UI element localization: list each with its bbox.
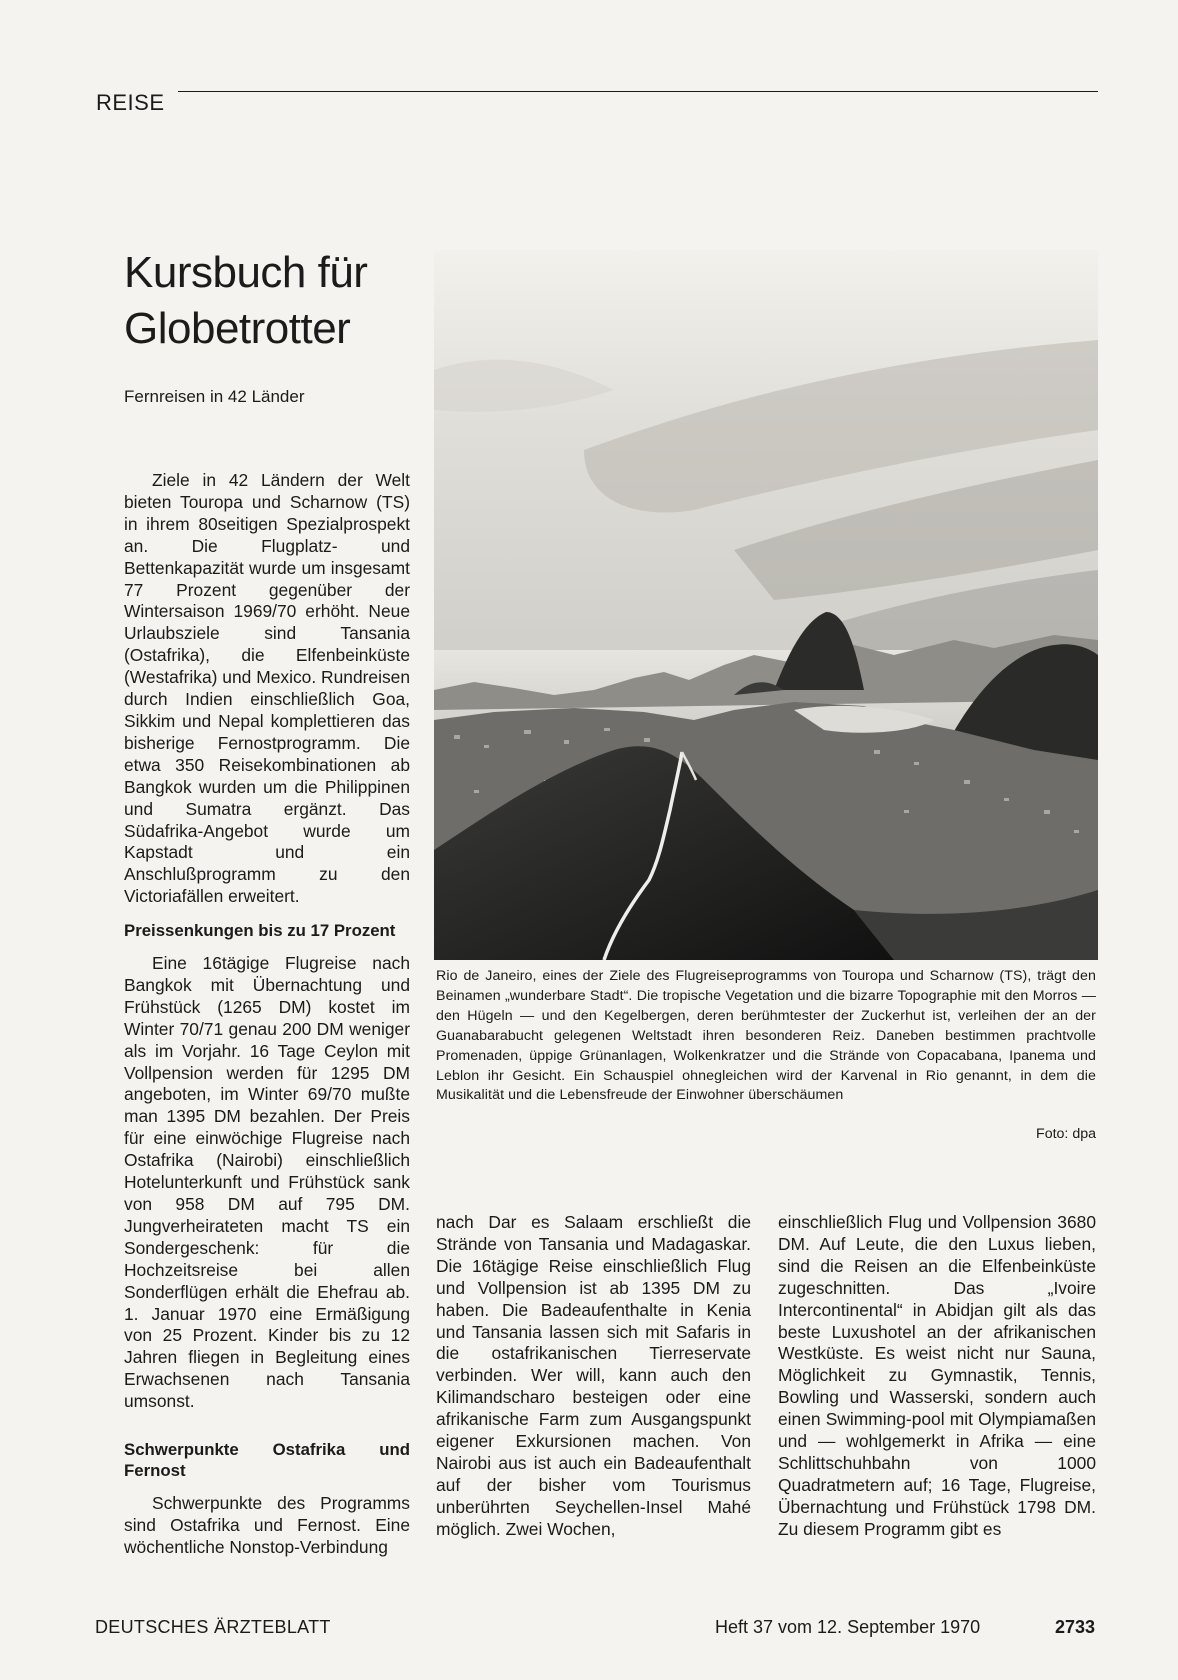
intro-paragraph: Ziele in 42 Ländern der Welt bieten Touropa und Scharnow (TS) in ihrem 80seitigen Spezialprospekt an. Die Flugplatz- und Bettenkapazität wurde um insgesamt 77 Prozent gegenüber der Wintersaison 1969/70 erhöht. Neue Urlaubsziele sind Tansania (Ostafrika), die Elfenbeinküste (Westafrika) und Mexico. Rundreisen durch Indien einschließlich Goa, Sikkim und Nepal komplettieren das bisherige Fernostprogramm. Die etwa 350 Reisekombinationen ab Bangkok wurden um die Philippinen und Sumatra ergänzt. Das Südafrika-Angebot wurde um Kapstadt und ein Anschlußprogramm zu den Victoriafällen erweitert. <box>124 470 410 907</box>
section-label: REISE <box>96 90 165 115</box>
footer-publication: DEUTSCHES ÄRZTEBLATT <box>95 1617 331 1637</box>
heading-price-reductions: Preissenkungen bis zu 17 Prozent <box>124 921 396 940</box>
photo-credit: Foto: dpa <box>1036 1126 1096 1142</box>
paragraph-prices: Eine 16tägige Flugreise nach Bangkok mit Übernachtung und Frühstück (1265 DM) kostet im Winter 70/71 genau 200 DM weniger als im Vorjahr. 16 Tage Ceylon mit Vollpension werden für 1295 DM angeboten, im Winter 69/70 mußte man 1395 DM bezahlen. Der Preis für eine einwöchige Flugreise nach Ostafrika (Nairobi) einschließlich Hotelunterkunft und Frühstück sank von 958 DM auf 795 DM. Jungverheirateten macht TS ein Sondergeschenk: für die Hochzeitsreise bei allen Sonderflügen erhält die Ehefrau ab. 1. Januar 1970 eine Ermäßigung von 25 Prozent. Kinder bis zu 12 Jahren fliegen in Begleitung eines Erwachsenen nach Tansania umsonst. <box>124 953 410 1412</box>
intro-column <box>124 470 410 908</box>
article-subtitle: Fernreisen in 42 Länder <box>124 387 305 406</box>
title-line-2: Globetrotter <box>124 304 351 353</box>
middle-column <box>436 1212 751 1541</box>
paragraph-east-africa: nach Dar es Salaam erschließt die Strände von Tansania und Madagaskar. Die 16tägige Reise einschließlich Flug und Vollpension ist ab 1395 DM zu haben. Die Badeaufenthalte in Kenia und Tansania lassen sich mit Safaris in die ostafrikanischen Tierreservate verbinden. Wer will, kann auch den Kilimandscharo besteigen oder eine afrikanische Farm zum Ausgangspunkt eigener Exkursionen machen. Von Nairobi aus ist auch ein Badeaufenthalt auf der bisher vom Tourismus unberührten Seychellen-Insel Mahé möglich. Zwei Wochen, <box>436 1212 751 1539</box>
paragraph-focus: Schwerpunkte des Programms sind Ostafrika und Fernost. Eine wöchentliche Nonstop-Verbindung <box>124 1493 410 1557</box>
article-title <box>124 245 424 357</box>
right-column <box>778 1212 1096 1541</box>
rio-photo <box>434 250 1098 960</box>
title-line-1: Kursbuch für <box>124 248 368 297</box>
page-number: 2733 <box>1055 1617 1096 1637</box>
paragraph-ivory-coast: einschließlich Flug und Vollpension 3680 DM. Auf Leute, die den Luxus lieben, sind die Reisen an die Elfenbeinküste zugeschnitten. Das „Ivoire Intercontinental“ in Abidjan gilt als das beste Luxushotel an der afrikanischen Westküste. Es weist nicht nur Sauna, Möglichkeit zu Gymnastik, Tennis, Bowling und Wasserski, sondern auch einen Swimming-pool mit Olympiamaßen und — wohlgemerkt in Afrika — eine Schlittschuhbahn von 1000 Quadratmetern auf; 16 Tage, Flugreise, Übernachtung und Frühstück 1798 DM. Zu diesem Programm gibt es <box>778 1212 1096 1539</box>
photo-caption: Rio de Janeiro, eines der Ziele des Flugreiseprogramms von Touropa und Scharnow (TS), trägt den Beinamen „wunderbare Stadt“. Die tropische Vegetation und die bizarre Topographie mit den Morros — den Hügeln — und den Kegelbergen, deren berühmtester der Zuckerhut ist, verleihen der an der Guanabarabucht gelegenen Weltstadt ihren besonderen Reiz. Daneben bestimmen prachtvolle Promenaden, üppige Grünanlagen, Wolkenkratzer und die Strände von Copacabana, Ipanema und Leblon ihr Gesicht. Ein Schauspiel ohnegleichen wird der Karvenal in Rio genannt, in dem die Musikalität und die Lebensfreude der Einwohner überschäumen <box>436 968 1096 1104</box>
left-column <box>124 920 410 1559</box>
heading-focus-regions: Schwerpunkte Ostafrika und Fernost <box>124 1440 410 1481</box>
footer-issue: Heft 37 vom 12. September 1970 <box>715 1617 981 1637</box>
rio-landscape-image <box>434 250 1098 960</box>
section-rule <box>178 91 1098 92</box>
